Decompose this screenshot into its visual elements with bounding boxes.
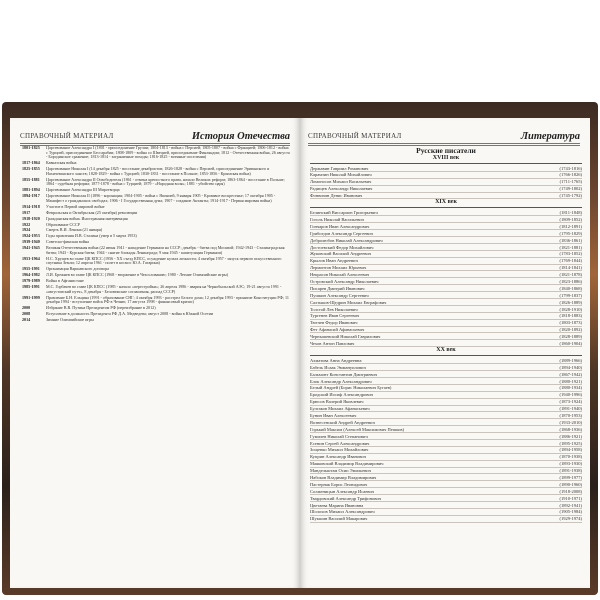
right-page: [300, 118, 590, 588]
writer-name: Пушкин Александр Сергеевич: [310, 292, 369, 298]
writer-name: Фонвизин Денис Иванович: [310, 193, 363, 199]
writer-years: (1828-1910): [559, 306, 582, 312]
timeline-years: 1941-1945: [22, 245, 40, 251]
writer-years: (1814-1841): [559, 265, 582, 271]
timeline-years: 1953-1964: [22, 255, 40, 261]
writer-name: Солженицын Александр Исаевич: [310, 488, 375, 494]
timeline-event: Л.И. Брежнев во главе ЦК КПСС (1968 - вторжение в Чехословакию; 1980 - Летние Олимпийские игры): [46, 272, 228, 278]
writer-row: [310, 433, 582, 440]
writer-name: Бальмонт Константин Дмитриевич: [310, 371, 378, 377]
timeline-event: Советско-финская война: [46, 239, 90, 245]
writer-row: [310, 285, 582, 292]
writer-name: Гумилев Николай Степанович: [310, 433, 368, 439]
writer-years: (1803-1873): [559, 320, 582, 326]
century-heading: XIX век: [435, 199, 457, 206]
left-page-header: [20, 126, 290, 142]
timeline-event: Годы правления И.В. Сталина (умер в 5 марта 1953): [46, 233, 137, 239]
writer-row: [310, 426, 582, 433]
writer-name: Некрасов Николай Алексеевич: [310, 272, 370, 278]
writer-name: Блок Александр Александрович: [310, 378, 372, 384]
writer-row: [310, 371, 582, 378]
writer-name: Куприн Александр Иванович: [310, 454, 366, 460]
timeline-row: [22, 167, 290, 176]
writer-name: Шукшин Василий Макарович: [310, 516, 368, 522]
writer-name: Булгаков Михаил Афанасьевич: [310, 406, 370, 412]
timeline-event: Царствование Александра III Миротворца: [46, 187, 120, 193]
writer-years: (1821-1878): [559, 272, 582, 278]
writer-years: (1894-1940): [559, 364, 582, 370]
writer-years: (1868-1936): [559, 426, 582, 432]
century-divider: [310, 355, 582, 356]
writers-list: [310, 142, 582, 523]
writer-name: Пастернак Борис Леонидович: [310, 481, 368, 487]
writer-years: (1809-1852): [559, 216, 582, 222]
writer-row: [310, 165, 582, 172]
writer-name: Бродский Иосиф Александрович: [310, 392, 374, 398]
timeline-event: Царствование Николая II (1896 - коронация; 1904-1905 - война с Японией, 9 января 1905 - Кровавое воскресенье; 17 октября 1905 - Манифест о гражданских свободах; 1906 - I Государственная дума; 1907 - создание Антанты; 1914-1917 - Первая мировая война): [46, 193, 276, 203]
writer-name: Тургенев Иван Сергеевич: [310, 313, 360, 319]
writer-years: (1836-1861): [559, 237, 582, 243]
writer-years: (1905-1984): [559, 509, 582, 515]
writer-years: (1823-1886): [559, 278, 582, 284]
writer-row: [310, 271, 582, 278]
writer-years: (1929-1974): [559, 516, 582, 522]
page-title: Литература: [520, 131, 580, 142]
right-page-header: [308, 126, 580, 142]
writer-row: [310, 244, 582, 251]
section-title: Русские писатели: [416, 146, 476, 155]
writer-row: [310, 419, 582, 426]
writer-years: (1867-1942): [559, 371, 582, 377]
writer-years: (1933-2010): [559, 419, 582, 425]
timeline-years: 1964-1982: [22, 272, 40, 278]
writer-years: (1880-1934): [559, 385, 582, 391]
writer-row: [310, 299, 582, 306]
timeline-event: Война в Афганистане: [46, 278, 84, 284]
writer-years: (1769-1844): [559, 258, 582, 264]
writer-name: Мандельштам Осип Эмильевич: [310, 468, 371, 474]
writer-name: Ахматова Анна Андреевна: [310, 357, 362, 363]
writer-row: [310, 509, 582, 516]
writer-row: [310, 392, 582, 399]
section-label: СПРАВОЧНЫЙ МАТЕРИАЛ: [308, 132, 402, 140]
writer-row: [310, 406, 582, 413]
timeline-years: 2008: [22, 311, 31, 317]
timeline-row: [22, 211, 290, 216]
timeline-row: [22, 246, 290, 255]
writer-row: [310, 461, 582, 468]
writer-name: Твардовский Александр Трифонович: [310, 495, 382, 501]
writer-row: [310, 209, 582, 216]
writer-row: [310, 292, 582, 299]
century-heading: XVIII век: [432, 155, 460, 161]
timeline-row: [22, 257, 290, 266]
writer-row: [310, 340, 582, 347]
writer-years: (1828-1889): [559, 334, 582, 340]
writer-name: Чернышевский Николай Гаврилович: [310, 334, 381, 340]
writer-row: [310, 179, 582, 186]
page-title: История Отечества: [191, 131, 290, 142]
timeline-years: 1985-1991: [22, 283, 40, 289]
timeline-event: Образование СССР: [46, 221, 80, 227]
writer-name: Радищев Александр Николаевич: [310, 186, 373, 192]
writer-name: Салтыков-Щедрин Михаил Евграфович: [310, 299, 387, 305]
writer-name: Толстой Лев Николаевич: [310, 306, 358, 312]
writer-years: (1821-1881): [559, 244, 582, 250]
writer-row: [310, 278, 582, 285]
writer-years: (1918-2008): [559, 488, 582, 494]
writer-row: [310, 447, 582, 454]
writer-row: [310, 320, 582, 327]
writer-years: (1891-1940): [559, 406, 582, 412]
writer-name: Тютчев Федор Иванович: [310, 320, 358, 326]
century-divider: [310, 163, 582, 164]
timeline-years: 1955-1991: [22, 266, 40, 272]
writer-name: Карамзин Николай Михайлович: [310, 172, 372, 178]
writer-row: [310, 172, 582, 179]
writer-name: Грибоедов Александр Сергеевич: [310, 230, 373, 236]
timeline-event: М.С. Горбачев во главе ЦК КПСС (1985 - начало «перестройки»; 26 апреля 1986 - авария на Чернобыльской АЭС; 19-21 августа 1991 - «августовский путч», 8 декабря - Беловежские соглашения, распад СССР): [46, 283, 282, 294]
timeline-event: Избрание В.В. Путина Президентом РФ (переизбрание в 2012): [46, 305, 156, 311]
timeline-years: 1991-1999: [22, 294, 40, 300]
timeline-event: Кавказская война: [46, 160, 77, 166]
writer-name: Ломоносов Михаил Васильевич: [310, 179, 372, 185]
writer-row: [310, 327, 582, 334]
writer-row: [310, 364, 582, 371]
writer-row: [310, 474, 582, 481]
writer-row: [310, 251, 582, 258]
writer-years: (1840-1868): [559, 285, 582, 291]
timeline-row: [22, 194, 290, 203]
timeline-years: 1979-1989: [22, 278, 40, 284]
timeline-years: 1924: [22, 227, 31, 233]
writer-years: (1940-1996): [559, 392, 582, 398]
writer-row: [310, 265, 582, 272]
writer-row: [310, 516, 582, 523]
writer-name: Маяковский Владимир Владимирович: [310, 461, 384, 467]
timeline-row: [22, 296, 290, 305]
writer-years: (1749-1802): [559, 186, 582, 192]
writer-name: Лермонтов Михаил Юрьевич: [310, 265, 367, 271]
writer-row: [310, 313, 582, 320]
writer-name: Чехов Антон Павлович: [310, 340, 355, 346]
writer-years: (1894-1958): [559, 447, 582, 453]
writer-row: [310, 468, 582, 475]
writer-years: (1860-1904): [559, 340, 582, 346]
writer-years: (1886-1921): [559, 433, 582, 439]
writer-name: Добролюбов Николай Александрович: [310, 237, 383, 243]
writer-row: [310, 230, 582, 237]
writer-years: (1870-1938): [559, 454, 582, 460]
century-heading: XX век: [436, 347, 456, 354]
timeline-event: Февральская и Октябрьская (25 октября) революции: [46, 209, 138, 215]
timeline-years: 1881-1894: [22, 187, 40, 193]
writer-years: (1880-1921): [559, 378, 582, 384]
writer-years: (1711-1765): [559, 179, 582, 185]
writer-name: Горький Максим (Алексей Максимович Пешков): [310, 426, 405, 432]
writer-years: (1891-1938): [559, 468, 582, 474]
timeline-years: 1924-1953: [22, 233, 40, 239]
writer-name: Фет Афанасий Афанасьевич: [310, 327, 365, 333]
writer-years: (1895-1925): [559, 440, 582, 446]
timeline-row: [22, 205, 290, 210]
timeline-years: 1825-1855: [22, 166, 40, 172]
writer-row: [310, 412, 582, 419]
writer-row: [310, 223, 582, 230]
timeline-event: Зимние Олимпийские игры: [46, 316, 94, 322]
writer-years: (1766-1826): [559, 172, 582, 178]
writer-row: [310, 481, 582, 488]
writer-name: Белинский Виссарион Григорьевич: [310, 210, 378, 216]
writer-years: (1899-1977): [559, 475, 582, 480]
timeline-event: Царствование Николая I (14 декабря 1825 - восстание декабристов; 1826-1828 - война с Персией, присоединение Эриванского и Нахичеванского ханств; 1828-1829 - война с Турцией; 1830-1831 - восстание в Польше; 1853-1856 - Крымская война): [46, 166, 270, 176]
section-label: СПРАВОЧНЫЙ МАТЕРИАЛ: [20, 132, 114, 140]
timeline-row: [22, 318, 290, 323]
writer-years: (1890-1960): [559, 481, 582, 487]
timeline-years: 1817-1864: [22, 160, 40, 166]
timeline-event: Н.С. Хрущев во главе ЦК КПСС (1956 - XX съезд КПСС, осуждение культа личности; 4 октября 1957 - запуск первого искусственного спутника Земли; 12 апреля 1961 - полет в космос Ю.А. Гагарина): [46, 255, 282, 266]
left-page: [10, 118, 300, 588]
writer-name: Достоевский Федор Михайлович: [310, 244, 374, 250]
timeline-event: Великая Отечественная война (22 июня 1941 - нападение Германии на СССР; декабрь - битва под Москвой; 1942-1943 - Сталинградская битва; 1943 - Курская битва; 1944 - снятие блокады Ленинграда; 9 мая 1945 - капитуляция Германии): [46, 245, 285, 255]
timeline-row: [22, 285, 290, 294]
writer-name: Гоголь Николай Васильевич: [310, 216, 364, 222]
writer-row: [310, 454, 582, 461]
timeline-years: 2014: [22, 316, 31, 322]
timeline-years: 1922: [22, 221, 31, 227]
writer-name: Есенин Сергей Александрович: [310, 440, 370, 446]
timeline-years: 1918-1920: [22, 215, 40, 221]
writer-years: (1818-1883): [559, 313, 582, 319]
writer-years: (1893-1930): [559, 461, 582, 467]
timeline-years: 1939-1940: [22, 239, 40, 245]
writer-name: Крылов Иван Андреевич: [310, 258, 358, 264]
writer-row: [310, 186, 582, 193]
writer-name: Гончаров Иван Александрович: [310, 223, 370, 229]
timeline-event: Вступление в должность Президента РФ Д.А. Медведева; август 2008 - война в Южной Осетии: [46, 311, 214, 317]
writer-row: [310, 440, 582, 447]
writer-years: (1795-1829): [559, 230, 582, 236]
writer-row: [310, 333, 582, 340]
writer-name: Бабель Исаак Эммануилович: [310, 364, 366, 370]
timeline-event: Царствование Александра I (1801 - присоединение Грузии; 1804-1813 - война с Персией; 1805-1807 - война с Францией; 1806-1812 - война с Турцией, присоединение Бессарабии; 1808-1809 - война со Швецией, присоединение Финляндии; 1812 - Отечественная война, 26 августа - Бородинское сражение; 1813-1814 - заграничные походы; 1816-1825 - военные поселения): [46, 145, 290, 160]
writer-years: (1811-1848): [559, 210, 582, 216]
writer-name: Писарев Дмитрий Иванович: [310, 285, 365, 291]
writer-row: [310, 399, 582, 406]
writer-name: Брюсов Валерий Яковлевич: [310, 399, 364, 405]
century-divider: [310, 207, 582, 208]
timeline-years: 1855-1881: [22, 176, 40, 182]
timeline-event: Организация Варшавского договора: [46, 266, 109, 272]
timeline-years: 1917: [22, 209, 31, 215]
writer-row: [310, 385, 582, 392]
writer-years: (1870-1953): [559, 412, 582, 418]
timeline-event: Царствование Александра II Освободителя (1861 - отмена крепостного права, начало Великих реформ; 1863-1864 - восстание в Польше; 1864 - судебная реформа; 1877-1878 - война с Турцией; 1879 - «Народная воля»; 1881 - убийство царя): [46, 176, 285, 187]
timeline-years: 2000: [22, 305, 31, 311]
history-timeline: [22, 146, 290, 324]
header-rule: [20, 143, 290, 144]
writer-years: (1743-1816): [559, 165, 582, 171]
timeline-row: [22, 217, 290, 222]
timeline-years: 1914-1918: [22, 203, 40, 209]
writer-years: (1826-1889): [559, 299, 582, 305]
timeline-event: Правление Б.Н. Ельцина (1991 - образование СНГ; 4 октября 1993 - расстрел Белого дома; 12 декабря 1993 - принятие Конституции РФ; 11 декабря 1994 - вступление войск РФ в Чечню; 17 августа 1998 - финансовый кризис): [46, 294, 289, 305]
timeline-years: 1801-1825: [22, 145, 40, 150]
timeline-event: Смерть В.И. Ленина (21 января): [46, 227, 103, 233]
timeline-row: [22, 146, 290, 160]
centuries-container: [310, 155, 582, 523]
timeline-years: 1894-1917: [22, 193, 40, 199]
writer-row: [310, 258, 582, 265]
writer-row: [310, 306, 582, 313]
writer-years: (1745-1792): [559, 193, 582, 199]
writer-years: (1820-1892): [559, 327, 582, 333]
writer-row: [310, 495, 582, 502]
timeline-event: Гражданская война. Иностранная интервенция: [46, 215, 128, 221]
writer-years: (1783-1852): [559, 251, 582, 257]
writer-name: Зощенко Михаил Михайлович: [310, 447, 369, 453]
writer-name: Бунин Иван Алексеевич: [310, 412, 357, 418]
writer-years: (1892-1941): [559, 502, 582, 508]
writer-row: [310, 216, 582, 223]
writer-name: Жуковский Василий Андреевич: [310, 251, 372, 257]
timeline-event: Участие в Первой мировой войне: [46, 203, 105, 209]
writer-row: [310, 237, 582, 244]
writer-name: Набоков Владимир Владимирович: [310, 475, 377, 480]
writer-name: Островский Александр Николаевич: [310, 278, 379, 284]
writer-years: (1889-1966): [559, 357, 582, 363]
writer-years: (1799-1837): [559, 292, 582, 298]
writer-row: [310, 378, 582, 385]
timeline-row: [22, 178, 290, 187]
writer-row: [310, 357, 582, 364]
writer-row: [310, 502, 582, 509]
writer-name: Шолохов Михаил Александрович: [310, 509, 375, 515]
writer-years: (1873-1924): [559, 399, 582, 405]
writer-name: Белый Андрей (Борис Николаевич Бугаев): [310, 385, 392, 391]
writer-name: Цветаева Марина Ивановна: [310, 502, 364, 508]
writer-row: [310, 193, 582, 200]
writer-name: Вознесенский Андрей Андреевич: [310, 419, 375, 425]
writer-years: (1812-1891): [559, 223, 582, 229]
writer-years: (1910-1971): [559, 495, 582, 501]
writer-name: Державин Гавриил Романович: [310, 165, 369, 171]
writer-row: [310, 488, 582, 495]
